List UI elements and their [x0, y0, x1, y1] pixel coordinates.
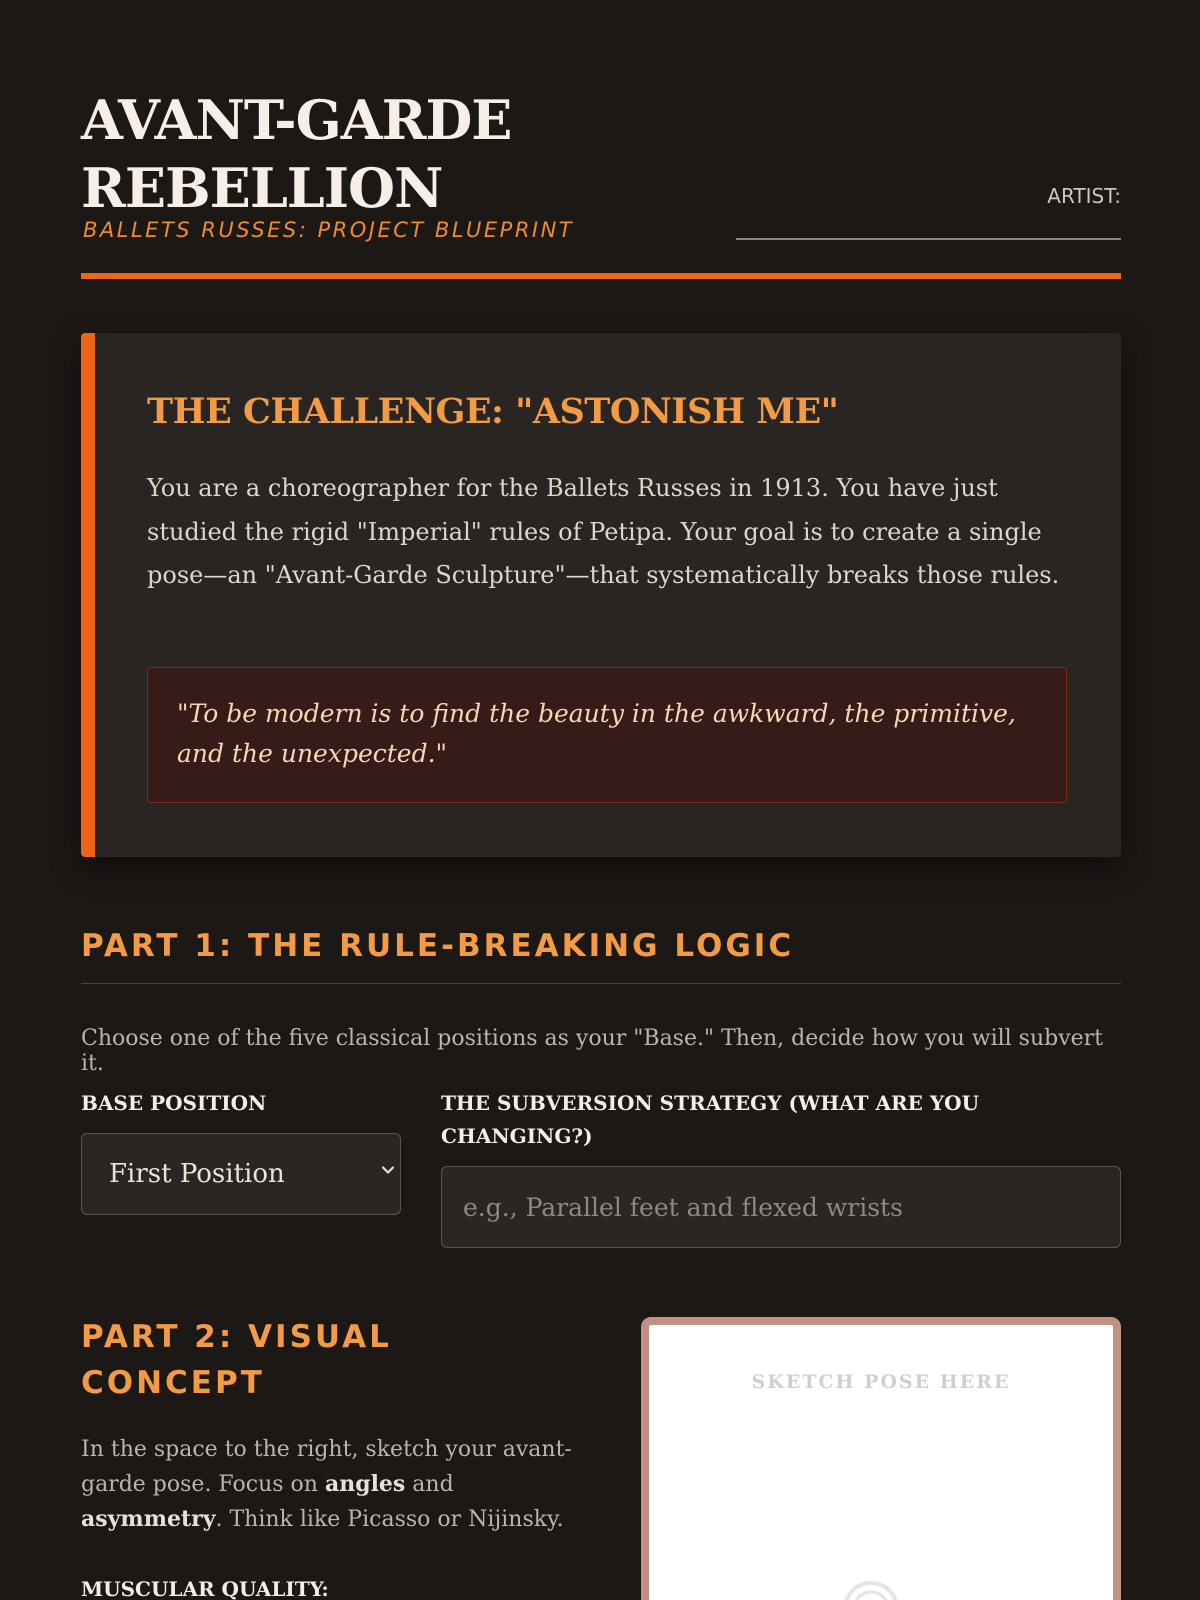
subversion-strategy-label: THE SUBVERSION STRATEGY (WHAT ARE YOU CHANGING?) [441, 1091, 980, 1148]
part1-heading: PART 1: THE RULE-BREAKING LOGIC [81, 928, 795, 964]
part2-heading: PART 2: VISUAL CONCEPT [81, 1319, 392, 1401]
part2-text-after: . Think like Picasso or Nijinsky. [215, 1507, 564, 1532]
base-position-label: BASE POSITION [81, 1091, 267, 1115]
challenge-quote-box [147, 667, 1067, 803]
part1-divider [81, 983, 1121, 984]
subversion-strategy-input[interactable] [441, 1166, 1121, 1248]
artist-label: ARTIST: [1047, 184, 1121, 208]
part2-bold-angles: angles [324, 1471, 406, 1497]
base-position-value: First Position [109, 1159, 285, 1189]
part2-text-before: In the space to the right, sketch your avant-garde pose. Focus on [81, 1437, 572, 1497]
challenge-title: THE CHALLENGE: "ASTONISH ME" [147, 391, 839, 432]
page-subtitle: BALLETS RUSSES: PROJECT BLUEPRINT [83, 218, 575, 242]
challenge-body: You are a choreographer for the Ballets Russes in 1913. You have just studied the rigid "Imperial" rules of Petipa. Your goal is to create a single pose—an "Avant-Garde Sculpture"—that systematically breaks those rules. [147, 474, 1060, 589]
sketch-canvas[interactable] [641, 1317, 1121, 1600]
part2-instructions [81, 1433, 581, 1537]
muscular-quality-label: MUSCULAR QUALITY: [81, 1577, 329, 1600]
header-divider [81, 273, 1121, 279]
title-line-1: AVANT-GARDE [81, 88, 512, 152]
part1-intro: Choose one of the five classical positions as your "Base." Then, decide how you will subvert it. [81, 1026, 1104, 1076]
page-title [81, 86, 641, 222]
challenge-card [81, 333, 1121, 857]
base-position-select[interactable] [81, 1133, 401, 1215]
part2-bold-asymmetry: asymmetry [81, 1506, 216, 1532]
artist-name-line[interactable] [736, 238, 1121, 240]
challenge-quote: "To be modern is to find the beauty in the awkward, the primitive, and the unexpected." [177, 699, 1016, 768]
chevron-down-icon [382, 1164, 394, 1176]
part2-text-mid: and [405, 1472, 454, 1497]
figure-outline-icon [841, 1575, 901, 1600]
sketch-label: SKETCH POSE HERE [751, 1371, 1011, 1393]
title-line-2: REBELLION [81, 156, 443, 220]
